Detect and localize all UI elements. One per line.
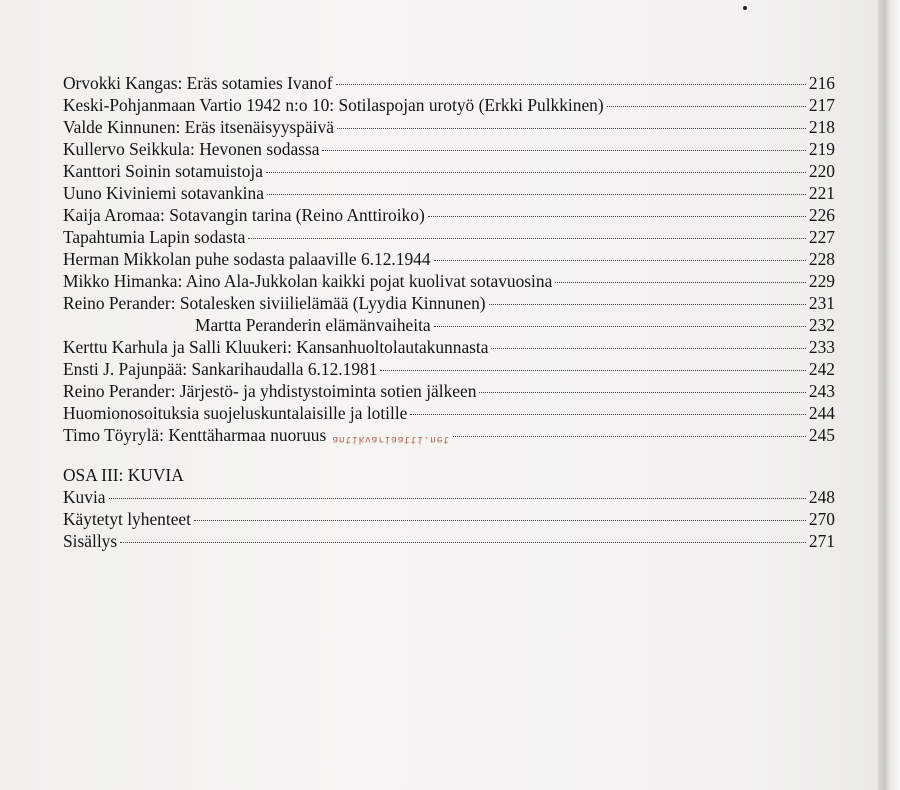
toc-entry	[63, 116, 835, 138]
toc-entry-page: 229	[808, 271, 835, 291]
toc-entry	[63, 204, 835, 226]
dot-leader	[380, 370, 805, 371]
toc-entry-title: Martta Peranderin elämänvaiheita	[195, 315, 431, 335]
paper-speck	[743, 6, 747, 10]
toc-entry-page: 217	[808, 95, 835, 115]
dot-leader	[607, 106, 806, 107]
toc-entry	[63, 160, 835, 182]
section-heading: OSA III: KUVIA	[63, 465, 184, 485]
page-edge-shadow	[878, 0, 900, 790]
toc-entry-page: 248	[808, 487, 835, 507]
dot-leader	[267, 194, 806, 195]
toc-entry-page: 243	[808, 381, 835, 401]
toc-entry-title: Sisällys	[63, 531, 118, 551]
toc-entry	[63, 336, 835, 358]
toc-entry-page: 271	[808, 531, 835, 551]
toc-entry-title: Valde Kinnunen: Eräs itsenäisyyspäivä	[63, 117, 334, 137]
toc-entry-page: 219	[808, 139, 835, 159]
toc-entry	[63, 508, 835, 530]
toc-entry-title: Tapahtumia Lapin sodasta	[63, 227, 246, 247]
toc-entry-page: 220	[808, 161, 835, 181]
toc-entry	[63, 182, 835, 204]
dot-leader	[109, 498, 806, 499]
toc-entry-title: Uuno Kiviniemi sotavankina	[63, 183, 264, 203]
toc-entry-page: 232	[808, 315, 835, 335]
toc-entry-title: Herman Mikkolan puhe sodasta palaaville 6.12.1944	[63, 249, 431, 269]
toc-entry	[63, 424, 835, 446]
dot-leader	[434, 260, 806, 261]
toc-entry-title: Käytetyt lyhenteet	[63, 509, 191, 529]
seller-stamp: antikvariaatti.net	[332, 434, 450, 445]
toc-entry-title: Orvokki Kangas: Eräs sotamies Ivanof	[63, 73, 333, 93]
dot-leader	[120, 542, 806, 543]
toc-entry-page: 244	[808, 403, 835, 423]
dot-leader	[555, 282, 806, 283]
toc-entry	[63, 94, 835, 116]
dot-leader	[491, 348, 805, 349]
toc-entry-title: Mikko Himanka: Aino Ala-Jukkolan kaikki pojat kuolivat sotavuosina	[63, 271, 553, 291]
toc-entry-title: Reino Perander: Sotalesken siviilielämää (Lyydia Kinnunen)	[63, 293, 486, 313]
toc-entry-title: Timo Töyrylä: Kenttäharmaa nuoruus	[63, 425, 327, 445]
toc-entry-title: Kullervo Seikkula: Hevonen sodassa	[63, 139, 320, 159]
toc-entry	[63, 402, 835, 424]
toc-entry	[63, 248, 835, 270]
toc-entry-title: Kerttu Karhula ja Salli Kluukeri: Kansanhuoltolautakunnasta	[63, 337, 489, 357]
dot-leader	[428, 216, 806, 217]
dot-leader	[194, 520, 806, 521]
toc-entry-page: 245	[808, 425, 835, 445]
toc-entry-page: 233	[808, 337, 835, 357]
toc-entry-title: Reino Perander: Järjestö- ja yhdistystoiminta sotien jälkeen	[63, 381, 477, 401]
toc-entry-page: 216	[808, 73, 835, 93]
toc-entry	[63, 358, 835, 380]
toc-entry-page: 221	[808, 183, 835, 203]
toc-entry-page: 228	[808, 249, 835, 269]
dot-leader	[322, 150, 805, 151]
dot-leader	[266, 172, 806, 173]
toc-entry-title: Kaija Aromaa: Sotavangin tarina (Reino Anttiroiko)	[63, 205, 425, 225]
dot-leader	[410, 414, 806, 415]
toc-entry	[63, 226, 835, 248]
toc-entry	[63, 138, 835, 160]
dot-leader	[479, 392, 805, 393]
toc-entry-title: Kanttori Soinin sotamuistoja	[63, 161, 263, 181]
section-entries	[63, 486, 835, 552]
toc-entry	[63, 530, 835, 552]
toc-entry	[63, 380, 835, 402]
dot-leader	[336, 84, 806, 85]
toc-entry-page: 242	[808, 359, 835, 379]
table-of-contents	[63, 72, 835, 552]
toc-entry	[63, 270, 835, 292]
toc-entry-title: Huomionosoituksia suojeluskuntalaisille ja lotille	[63, 403, 408, 423]
dot-leader	[434, 326, 806, 327]
toc-entry-title: Kuvia	[63, 487, 106, 507]
toc-entry	[63, 72, 835, 94]
toc-entry-page: 218	[808, 117, 835, 137]
toc-entry-page: 227	[808, 227, 835, 247]
toc-entry	[63, 314, 835, 336]
dot-leader	[489, 304, 806, 305]
dot-leader	[248, 238, 806, 239]
toc-entry-page: 226	[808, 205, 835, 225]
dot-leader	[337, 128, 806, 129]
toc-entry	[63, 486, 835, 508]
toc-entry-title: Ensti J. Pajunpää: Sankarihaudalla 6.12.1981	[63, 359, 378, 379]
toc-entry	[63, 292, 835, 314]
toc-entry-page: 231	[808, 293, 835, 313]
toc-entry-title: Keski-Pohjanmaan Vartio 1942 n:o 10: Sotilaspojan urotyö (Erkki Pulkkinen)	[63, 95, 604, 115]
dot-leader	[453, 436, 806, 437]
toc-entry-page: 270	[808, 509, 835, 529]
